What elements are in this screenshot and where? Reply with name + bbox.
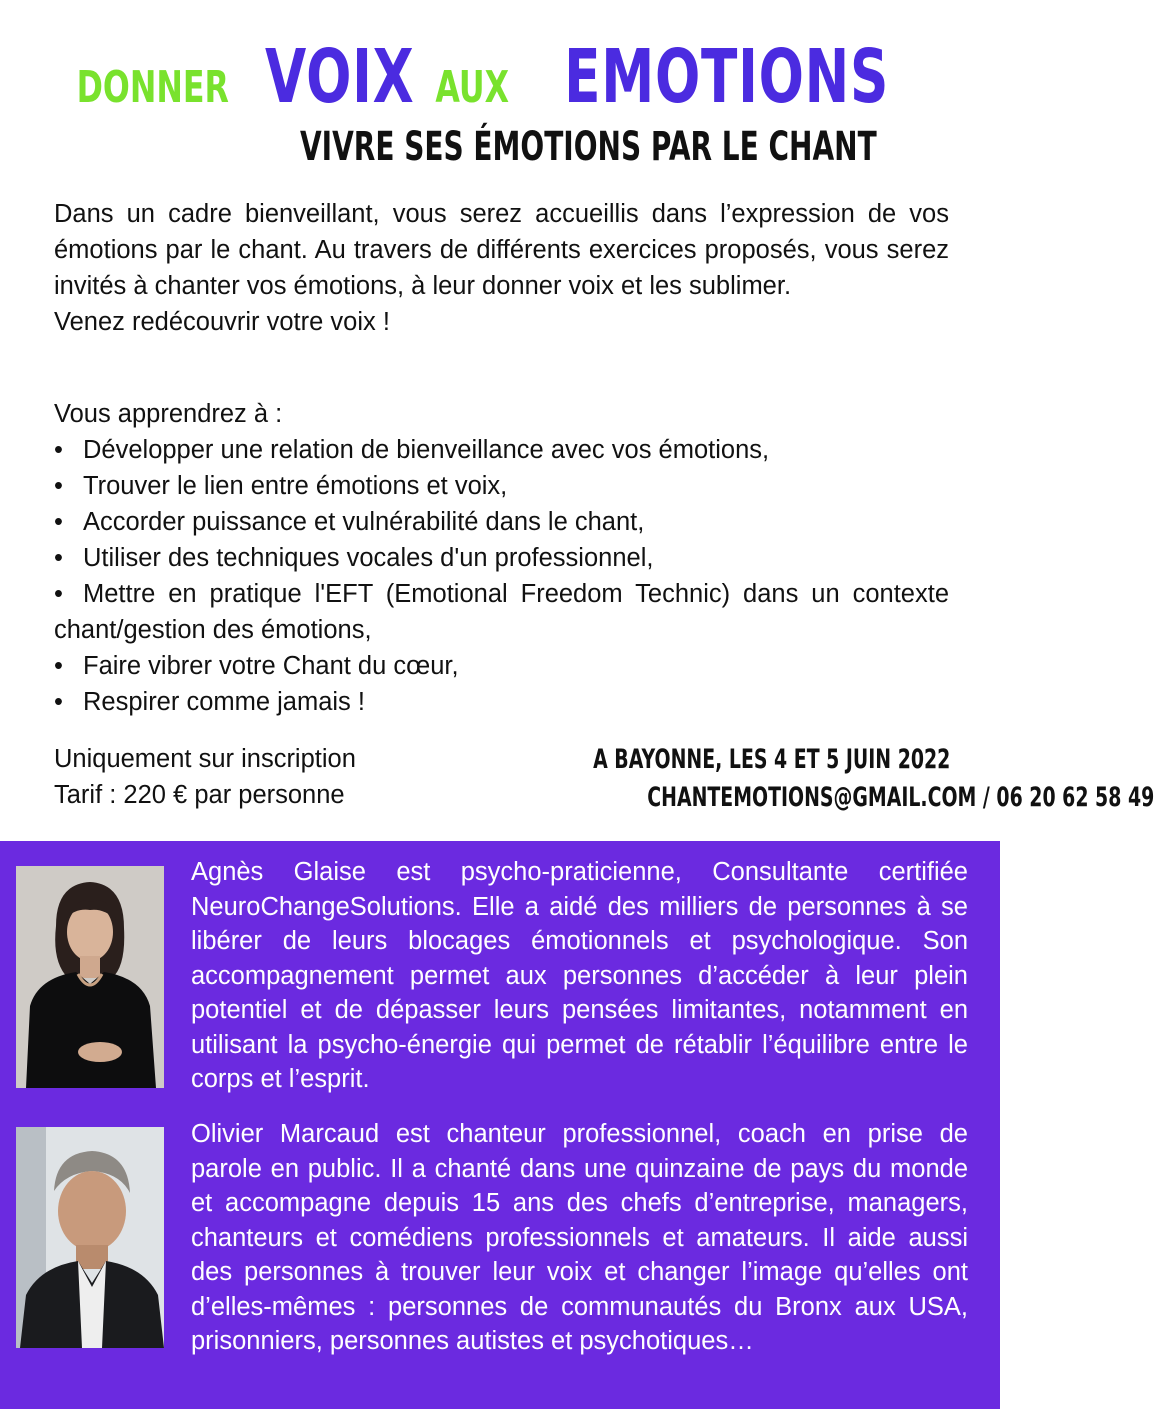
event-details: [430, 741, 1154, 817]
registration-info: [54, 741, 474, 813]
bullet-icon: •: [54, 436, 63, 464]
list-item: • Accorder puissance et vulnérabilité dans le chant,: [54, 504, 949, 540]
portrait-olivier-photo: [16, 1127, 164, 1348]
woman-portrait-icon: [16, 866, 164, 1088]
learning-section: [54, 396, 949, 720]
intro-paragraph: Dans un cadre bienveillant, vous serez accueillis dans l’expression de vos émotions par le chant. Au travers de différents exercices proposés, vous serez invités à chanter vos émotions, à leur donner voix et les sublimer.: [54, 200, 949, 300]
bullet-icon: •: [54, 544, 63, 572]
man-portrait-icon: [16, 1127, 164, 1348]
bullet-icon: •: [54, 472, 63, 500]
registration-note: Uniquement sur inscription: [54, 745, 356, 773]
title-word-aux: AUX: [435, 62, 510, 113]
list-item: • Faire vibrer votre Chant du cœur,: [54, 648, 949, 684]
list-item: • Développer une relation de bienveillance avec vos émotions,: [54, 432, 949, 468]
bullet-icon: •: [54, 652, 63, 680]
bullet-icon: •: [54, 688, 63, 716]
event-location: A BAYONNE, LES 4 ET 5 JUIN 2022: [592, 744, 950, 775]
bio-olivier: Olivier Marcaud est chanteur professionnel, coach en prise de parole en public. Il a chanté dans une quinzaine de pays du monde et accompagne depuis 15 ans des chefs d’entreprise, managers, chanteurs et comédiens professionnels et amateurs. Il aide aussi des personnes à trouver leur voix et changer l’image qu’elles ont d’elles-mêmes : personnes de communautés du Bronx aux USA, prisonniers, personnes autistes et psychotiques…: [191, 1120, 968, 1355]
price-note: Tarif : 220 € par personne: [54, 781, 345, 809]
contact-line: CHANTEMOTIONS@GMAIL.COM / 06 20 62 58 49: [647, 782, 1154, 813]
intro-section: [54, 196, 949, 340]
learning-list: [54, 432, 949, 720]
subtitle: VIVRE SES ÉMOTIONS PAR LE CHANT: [300, 124, 877, 170]
title-word-emotions: EMOTIONS: [564, 34, 890, 120]
title-word-voix: VOIX: [265, 34, 415, 120]
intro-closing: Venez redécouvrir votre voix !: [54, 308, 390, 336]
list-item: • Mettre en pratique l'EFT (Emotional Freedom Technic) dans un contexte chant/gestion des émotions,: [54, 576, 949, 648]
learning-lead: Vous apprendrez à :: [54, 400, 283, 428]
bullet-icon: •: [54, 580, 63, 608]
portrait-agnes-photo: [16, 866, 164, 1088]
list-item: • Trouver le lien entre émotions et voix,: [54, 468, 949, 504]
list-item: • Respirer comme jamais !: [54, 684, 949, 720]
title-word-donner: DONNER: [76, 62, 230, 113]
bullet-icon: •: [54, 508, 63, 536]
list-item: • Utiliser des techniques vocales d'un professionnel,: [54, 540, 949, 576]
main-title: [0, 34, 1000, 120]
bio-agnes: Agnès Glaise est psycho-praticienne, Consultante certifiée NeuroChangeSolutions. Elle a aidé des milliers de personnes à se libérer de leurs blocages émotionnels et psychologique. Son accompagnement permet aux personnes d’accéder à leur plein potentiel et de dépasser leurs pensées limitantes, notamment en utilisant la psycho-énergie qui permet de rétablir l’équilibre entre le corps et l’esprit.: [191, 858, 968, 1093]
